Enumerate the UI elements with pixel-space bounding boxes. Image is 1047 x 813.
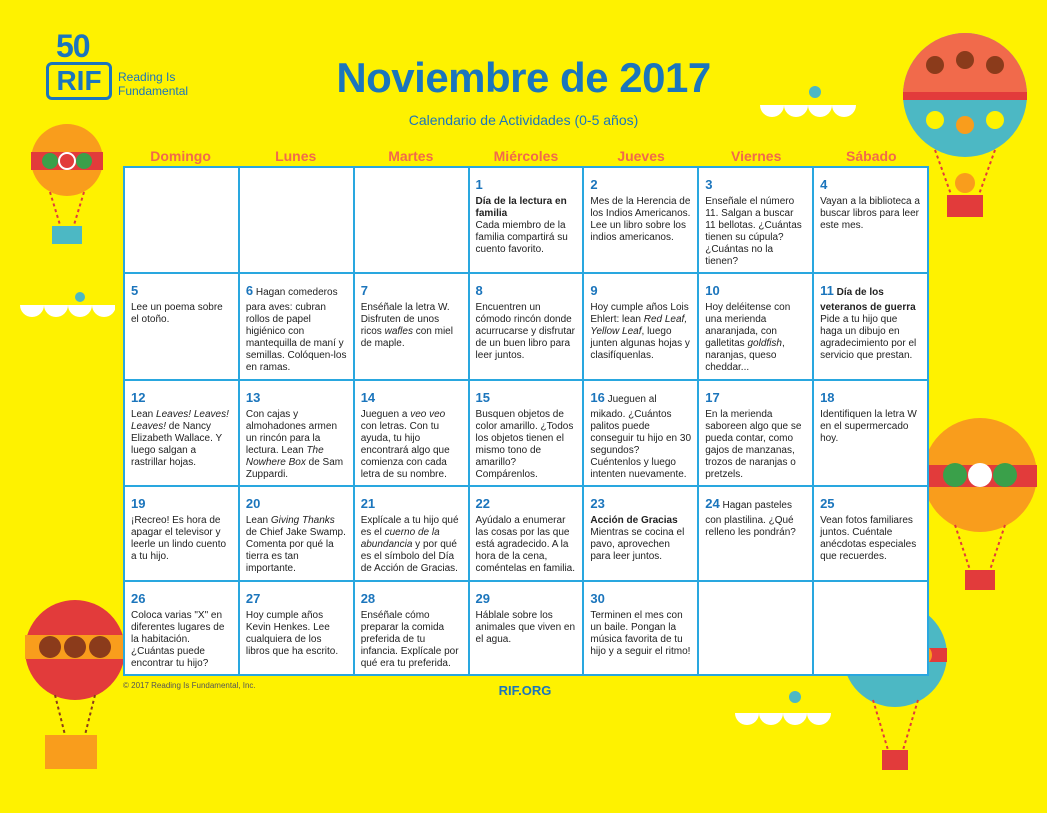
clouds-bird-top-icon (755, 80, 865, 120)
day-activity: ¡Recreo! Es hora de apagar el televisor y leerle un lindo cuento a tu hijo. (131, 515, 227, 563)
day-activity: En la merienda saboreen algo que se pueda contar, como gajos de manzanas, trozos de naranjas o pretzels. (705, 408, 802, 480)
calendar-cell-day-15 (469, 380, 584, 486)
day-number: 22 (475, 496, 490, 512)
day-number: 7 (360, 283, 368, 299)
logo-rif-letters: RIF (46, 62, 112, 100)
day-number: 28 (360, 590, 376, 606)
calendar-cell-day-28 (354, 581, 469, 675)
calendar-cell-day-8 (469, 273, 584, 379)
day-number: 18 (820, 389, 835, 405)
day-activity (131, 409, 232, 469)
hot-air-balloon-left-icon (25, 120, 110, 270)
calendar-cell-day-18 (813, 380, 928, 486)
day-number: 20 (245, 496, 261, 512)
day-activity-text: Explícale a tu hijo qué es el (360, 515, 459, 539)
calendar-cell-day-1 (469, 167, 584, 273)
day-activity: Terminen el mes con un baile. Pongan la música favorita de tu hijo y a seguir el ritmo! (590, 609, 691, 657)
logo-tagline: Reading Is Fundamental (118, 70, 189, 98)
day-number: 9 (590, 283, 598, 299)
day-activity: Mes de la Herencia de los Indios Americanos. Lee un libro sobre los indios americanos. (590, 196, 691, 243)
calendar-cell-day-3 (698, 167, 813, 273)
day-activity-italic: The Nowhere Box (245, 444, 324, 468)
day-activity: Vayan a la biblioteca a buscar libros para leer este mes. (820, 196, 920, 231)
day-activity-text: , luego junten algunas hojas y clasifíquenlas. (590, 326, 690, 362)
day-activity-text: Enséñale la letra W. Disfruten de unos ricos (360, 302, 450, 338)
calendar-cell-empty (698, 581, 813, 675)
day-activity-italic: Leaves! Leaves! Leaves! (131, 408, 229, 432)
day-number: 24 (705, 496, 720, 512)
day-activity-text: Jueguen a (360, 408, 411, 420)
day-event-title: Acción de Gracias (590, 515, 678, 527)
calendar-cell-day-22 (469, 486, 584, 580)
day-number: 27 (245, 590, 261, 606)
copyright-notice: © 2017 Reading Is Fundamental, Inc. (123, 681, 256, 690)
calendar-cell-day-19 (124, 486, 239, 580)
day-number: 15 (475, 389, 490, 405)
calendar-cell-empty (124, 167, 239, 273)
calendar-cell-day-2 (583, 167, 698, 273)
hot-air-balloon-bottom-left-icon (20, 595, 130, 785)
day-activity-text: Lean (245, 515, 271, 527)
day-activity-text: Hoy cumple años Lois Ehlert: lean (590, 302, 689, 326)
day-activity (705, 302, 806, 374)
calendar-cell-day-12 (124, 380, 239, 486)
calendar-cell-day-16 (583, 380, 698, 486)
day-number: 17 (705, 389, 720, 405)
calendar-cell-day-9 (583, 273, 698, 379)
weekday-tuesday: Martes (388, 148, 434, 164)
calendar-cell-day-13 (239, 380, 354, 486)
day-activity: Enseñale el número 11. Salgan a buscar 11 bellotas. ¿Cuántas tienen su cúpula? ¿Cuántas no la tienen? (705, 196, 802, 267)
day-number: 26 (131, 590, 146, 606)
day-activity (361, 409, 462, 481)
calendar-cell-day-4 (813, 167, 928, 273)
weekday-friday: Viernes (731, 148, 782, 164)
hot-air-balloon-right-mid-icon (915, 410, 1045, 600)
day-number: 8 (475, 283, 483, 299)
day-number: 4 (820, 177, 828, 192)
calendar-cell-day-24 (698, 486, 813, 580)
day-activity (361, 302, 462, 350)
website-link[interactable]: RIF.ORG (498, 683, 552, 698)
day-number: 16 (590, 389, 605, 405)
day-number: 29 (475, 590, 490, 606)
day-activity-italic: veo veo (410, 408, 446, 420)
day-activity-italic: Giving Thanks (270, 515, 335, 527)
day-number: 13 (245, 389, 261, 405)
weekday-header-row (123, 148, 929, 166)
day-number: 2 (590, 177, 598, 192)
day-number: 23 (590, 496, 605, 512)
day-number: 30 (590, 590, 605, 606)
day-activity-text: con letras. Con tu ayuda, tu hijo encontrará algo que comienza con cada letra de su nombre. (360, 420, 450, 480)
calendar-cell-day-11 (813, 273, 928, 379)
day-activity: Cada miembro de la familia compartirá su cuento favorito. (475, 220, 568, 255)
day-number: 1 (475, 177, 483, 192)
day-activity: Busquen objetos de color amarillo. ¿Todos los objetos tienen el mismo tono de amarillo? Compárenlos. (475, 408, 574, 480)
day-number: 5 (131, 283, 139, 299)
weekday-monday: Lunes (275, 148, 317, 164)
day-number: 25 (820, 496, 835, 512)
calendar-grid (123, 166, 929, 676)
day-activity-text: Hoy deléitense con una merienda anaranjada, con galletitas (705, 302, 791, 350)
day-activity-italic: goldfish (747, 338, 782, 350)
day-number: 12 (131, 389, 146, 405)
day-number: 21 (360, 496, 376, 512)
calendar-cell-empty (354, 167, 469, 273)
calendar-cell-day-27 (239, 581, 354, 675)
day-number: 11 (820, 283, 834, 299)
day-activity-italic: cuerno de la abundancia (360, 527, 440, 551)
day-activity: Ayúdalo a enumerar las cosas por las que está agradecido. A la hora de la cena, coméntelas en familia. (475, 515, 576, 575)
day-activity (361, 515, 462, 575)
day-activity-italic: Red Leaf, Yellow Leaf (590, 314, 688, 338)
day-activity: Hagan pasteles con plastilina. ¿Qué relleno les pondrán? (705, 500, 796, 539)
day-activity: Hagan comederos para aves: cubran rollos de papel higiénico con mantequilla de maní y semillas. Colóquen-los en ramas. (245, 287, 347, 374)
day-number: 10 (705, 283, 720, 299)
calendar-cell-empty (813, 581, 928, 675)
calendar-cell-day-7 (354, 273, 469, 379)
clouds-left-icon (15, 285, 115, 325)
day-activity: Identifiquen la letra W en el supermercado hoy. (820, 408, 917, 444)
day-number: 6 (245, 283, 254, 299)
calendar-cell-day-10 (698, 273, 813, 379)
day-activity-text: Con cajas y almohadones armen un rincón para la lectura. Lean (245, 408, 338, 456)
weekday-thursday: Jueves (617, 148, 665, 164)
calendar-cell-day-20 (239, 486, 354, 580)
calendar-cell-day-5 (124, 273, 239, 379)
day-activity-text: , naranjas, queso cheddar... (705, 338, 785, 374)
day-event-title: Día de los veteranos de guerra (820, 287, 916, 314)
page-title: Noviembre de 2017 (336, 54, 711, 101)
day-activity (590, 302, 691, 362)
calendar-cell-day-23 (583, 486, 698, 580)
day-number: 3 (705, 177, 713, 192)
calendar-cell-day-25 (813, 486, 928, 580)
weekday-wednesday: Miércoles (493, 148, 559, 164)
day-activity-text: de Sam Zuppardi. (245, 456, 344, 480)
calendar-cell-day-30 (583, 581, 698, 675)
day-activity (246, 409, 347, 481)
day-activity-text: de Chief Jake Swamp. Comenta por qué la tierra es tan importante. (245, 527, 346, 575)
day-activity: Pide a tu hijo que haga un dibujo en agradecimiento por el servicio que prestan. (820, 314, 917, 362)
day-number: 19 (131, 496, 146, 512)
day-activity: Encuentren un cómodo rincón donde acurrucarse y disfrutar de un buen libro para leer juntos. (475, 302, 576, 362)
calendar-cell-empty (239, 167, 354, 273)
day-activity: Mientras se cocina el pavo, aprovechen para leer juntos. (590, 527, 685, 563)
calendar-cell-day-29 (469, 581, 584, 675)
day-activity-text: con miel de maple. (360, 326, 453, 350)
calendar-cell-day-17 (698, 380, 813, 486)
day-activity: Hoy cumple años Kevin Henkes. Lee cualquiera de los libros que ha escrito. (245, 609, 339, 657)
day-activity: Lee un poema sobre el otoño. (131, 302, 223, 326)
day-activity: Enséñale cómo preparar la comida preferida de tu infancia. Explícale por qué era tu preferida. (360, 609, 459, 669)
calendar-cell-day-26 (124, 581, 239, 675)
day-activity: Vean fotos familiares juntos. Cuéntale anécdotas especiales que recuerdes. (820, 515, 917, 563)
calendar-cell-day-21 (354, 486, 469, 580)
weekday-saturday: Sábado (846, 148, 897, 164)
calendar-cell-day-6 (239, 273, 354, 379)
day-activity: Coloca varias "X" en diferentes lugares de la habitación. ¿Cuántas puede encontrar tu hijo? (131, 609, 225, 669)
day-activity: Jueguen al mikado. ¿Cuántos palitos puede conseguir tu hijo en 30 segundos? Cuéntenlos y luego intenten nuevamente. (590, 393, 691, 480)
day-activity-italic: wafles (384, 326, 413, 338)
day-activity-text: de Nancy Elizabeth Wallace. Y luego salgan a rastrillar hojas. (131, 420, 222, 468)
day-activity: Háblale sobre los animales que viven en el agua. (475, 609, 576, 645)
day-activity (246, 515, 347, 575)
day-activity-text: y por qué es el símbolo del Día de Acción de Gracias. (360, 539, 458, 575)
day-event-title: Día de la lectura en familia (475, 196, 567, 219)
clouds-bird-bottom-icon (730, 685, 840, 730)
weekday-sunday: Domingo (150, 148, 211, 164)
calendar-cell-day-14 (354, 380, 469, 486)
day-number: 14 (360, 389, 376, 405)
page-subtitle: Calendario de Actividades (0-5 años) (408, 112, 639, 128)
logo-anniversary-number: 50 (56, 28, 90, 64)
day-activity-text: Lean (131, 408, 157, 420)
